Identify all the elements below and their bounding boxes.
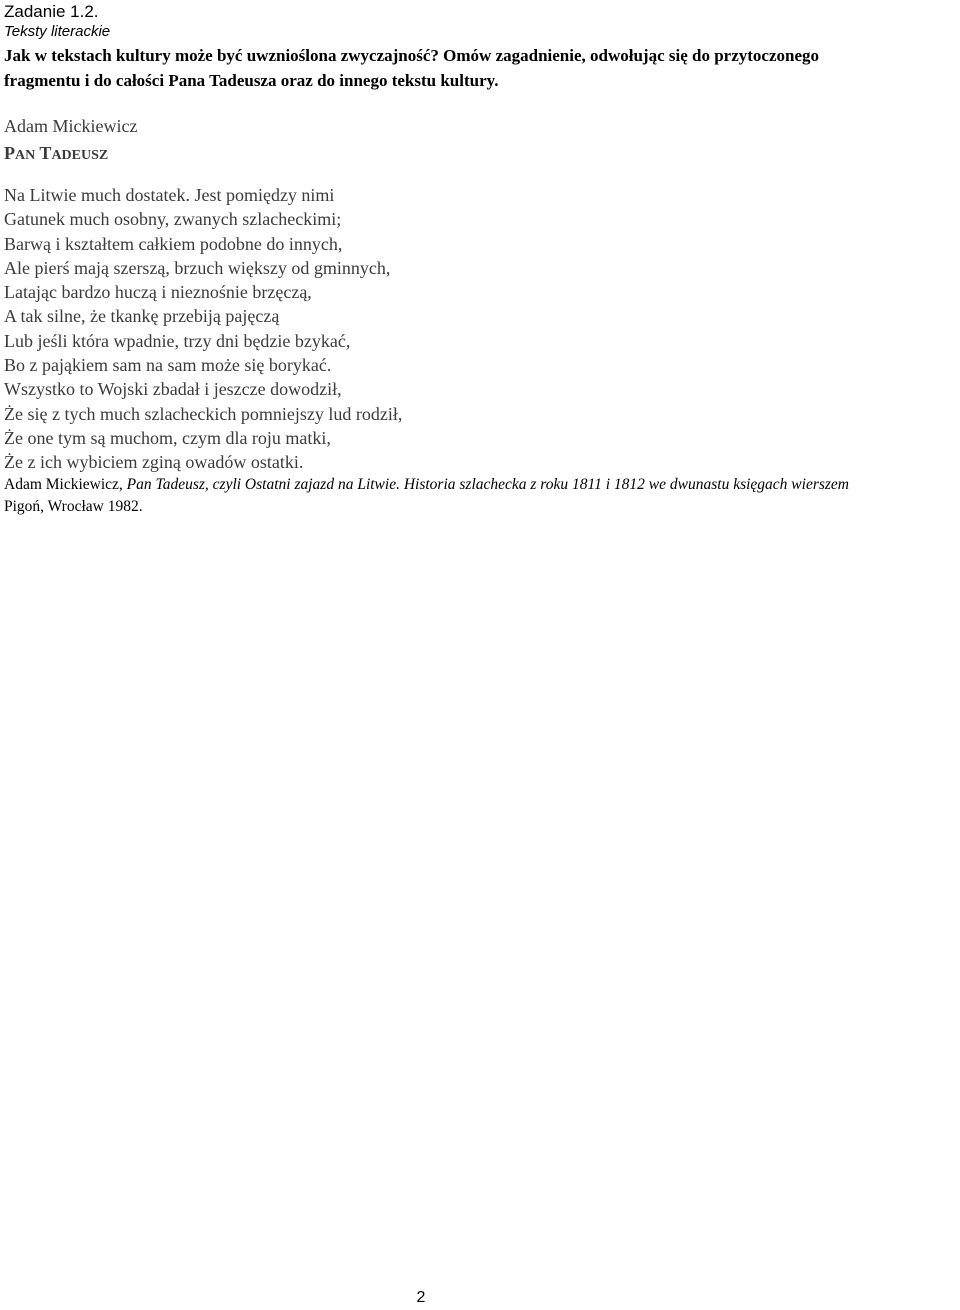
poem-line: Na Litwie much dostatek. Jest pomiędzy nimi [4, 185, 335, 205]
source-citation [4, 474, 849, 518]
poem-line: Wszystko to Wojski zbadał i jeszcze dowodził, [4, 379, 342, 400]
poem-line: Gatunek much osobny, zwanych szlacheckimi; [4, 209, 342, 230]
excerpt-title [4, 143, 108, 164]
excerpt-author: Adam Mickiewicz [4, 116, 138, 136]
poem-line: Barwą i kształtem całkiem podobne do innych, [4, 233, 343, 254]
title-letters-an: AN [15, 148, 36, 163]
poem-line: A tak silne, że tkankę przebiją pajęczą [4, 306, 280, 327]
question-line-1: Jak w tekstach kultury może być uwznioślona zwyczajność? Omów zagadnienie, odwołując się do przytoczonego [4, 46, 820, 65]
poem-line: Latając bardzo huczą i nieznośnie brzęczą, [4, 282, 312, 303]
title-letter-p: P [4, 143, 15, 163]
poem-line: Że z ich wybiciem zginą owadów ostatki. [4, 452, 304, 473]
poem-line: Że one tym są muchom, czym dla roju matki, [4, 427, 331, 448]
page-number: 2 [416, 1289, 426, 1306]
source-line-1 [4, 474, 849, 496]
title-letters-adeusz: ADEUSZ [51, 148, 109, 163]
poem-excerpt [4, 183, 402, 475]
section-label: Teksty literackie [4, 23, 111, 40]
source-title: Pan Tadeusz, czyli Ostatni zajazd na Litwie. Historia szlachecka z roku 1811 i 1812 we dwunastu księgach wierszem [126, 476, 849, 493]
source-line-2: Pigoń, Wrocław 1982. [4, 498, 143, 515]
question-text [4, 43, 819, 93]
title-letter-t: T [39, 143, 52, 163]
question-line-2: fragmentu i do całości Pana Tadeusza oraz do innego tekstu kultury. [4, 71, 499, 90]
poem-line: Że się z tych much szlacheckich pomniejszy lud rodził, [4, 403, 403, 424]
task-number: Zadanie 1.2. [4, 2, 99, 21]
source-prefix: Adam Mickiewicz, [4, 476, 127, 493]
poem-line: Bo z pająkiem sam na sam może się borykać. [4, 355, 332, 376]
poem-line: Ale pierś mają szerszą, brzuch większy od gminnych, [4, 257, 391, 278]
poem-line: Lub jeśli która wpadnie, trzy dni będzie bzykać, [4, 330, 351, 351]
